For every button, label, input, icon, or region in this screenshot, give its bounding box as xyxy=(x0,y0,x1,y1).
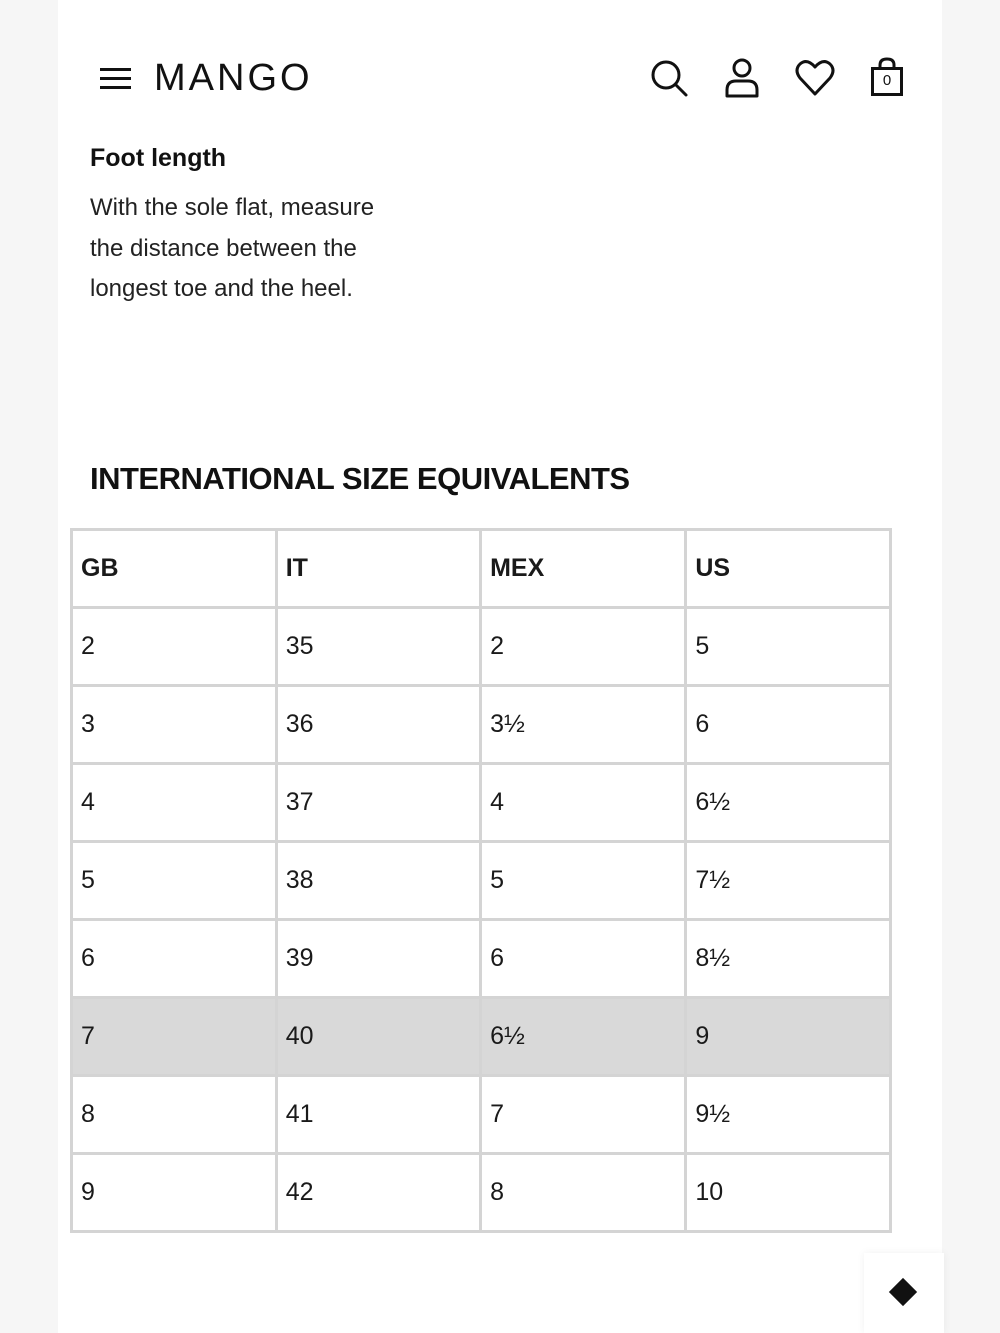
cell-it: 40 xyxy=(276,998,480,1076)
size-table xyxy=(70,528,892,1233)
table-row xyxy=(72,608,891,686)
cell-mex: 8 xyxy=(481,1154,686,1232)
table-row xyxy=(72,842,891,920)
cell-us: 6½ xyxy=(686,764,891,842)
cell-it: 37 xyxy=(276,764,480,842)
bag-icon[interactable] xyxy=(870,58,910,98)
cell-mex: 5 xyxy=(481,842,686,920)
cell-mex: 2 xyxy=(481,608,686,686)
foot-length-description: With the sole flat, measure the distance between the longest toe and the heel. xyxy=(90,194,375,302)
table-row xyxy=(72,764,891,842)
search-icon[interactable] xyxy=(649,58,689,98)
foot-length-title: Foot length xyxy=(90,144,227,172)
brand-logo[interactable]: MANGO xyxy=(154,57,313,99)
bag-count: 0 xyxy=(882,72,892,89)
cell-it: 41 xyxy=(276,1076,480,1154)
table-row-highlighted xyxy=(72,998,891,1076)
cell-gb: 2 xyxy=(72,608,277,686)
column-header-mex: MEX xyxy=(481,530,686,608)
menu-icon[interactable] xyxy=(100,68,131,90)
cell-gb: 3 xyxy=(72,686,277,764)
page xyxy=(58,0,942,1333)
cell-it: 42 xyxy=(276,1154,480,1232)
floating-action-button[interactable] xyxy=(864,1253,944,1333)
cell-us: 9 xyxy=(686,998,891,1076)
cell-mex: 6 xyxy=(481,920,686,998)
cell-us: 5 xyxy=(686,608,891,686)
diamond-icon xyxy=(889,1278,917,1306)
cell-it: 35 xyxy=(276,608,480,686)
heart-icon[interactable] xyxy=(795,58,835,98)
cell-us: 7½ xyxy=(686,842,891,920)
cell-mex: 3½ xyxy=(481,686,686,764)
table-row xyxy=(72,920,891,998)
cell-gb: 9 xyxy=(72,1154,277,1232)
user-icon[interactable] xyxy=(723,58,763,98)
cell-us: 6 xyxy=(686,686,891,764)
size-table-title: INTERNATIONAL SIZE EQUIVALENTS xyxy=(90,461,630,496)
cell-us: 10 xyxy=(686,1154,891,1232)
cell-mex: 6½ xyxy=(481,998,686,1076)
cell-gb: 6 xyxy=(72,920,277,998)
cell-it: 38 xyxy=(276,842,480,920)
cell-it: 36 xyxy=(276,686,480,764)
cell-mex: 4 xyxy=(481,764,686,842)
table-row xyxy=(72,1076,891,1154)
header xyxy=(58,0,942,130)
cell-it: 39 xyxy=(276,920,480,998)
cell-us: 9½ xyxy=(686,1076,891,1154)
cell-mex: 7 xyxy=(481,1076,686,1154)
cell-gb: 7 xyxy=(72,998,277,1076)
table-row xyxy=(72,686,891,764)
table-header-row xyxy=(72,530,891,608)
column-header-it: IT xyxy=(276,530,480,608)
cell-gb: 4 xyxy=(72,764,277,842)
cell-gb: 5 xyxy=(72,842,277,920)
cell-us: 8½ xyxy=(686,920,891,998)
size-table-scroll[interactable] xyxy=(81,528,912,1258)
cell-gb: 8 xyxy=(72,1076,277,1154)
column-header-gb: GB xyxy=(72,530,277,608)
table-row xyxy=(72,1154,891,1232)
column-header-us: US xyxy=(686,530,891,608)
